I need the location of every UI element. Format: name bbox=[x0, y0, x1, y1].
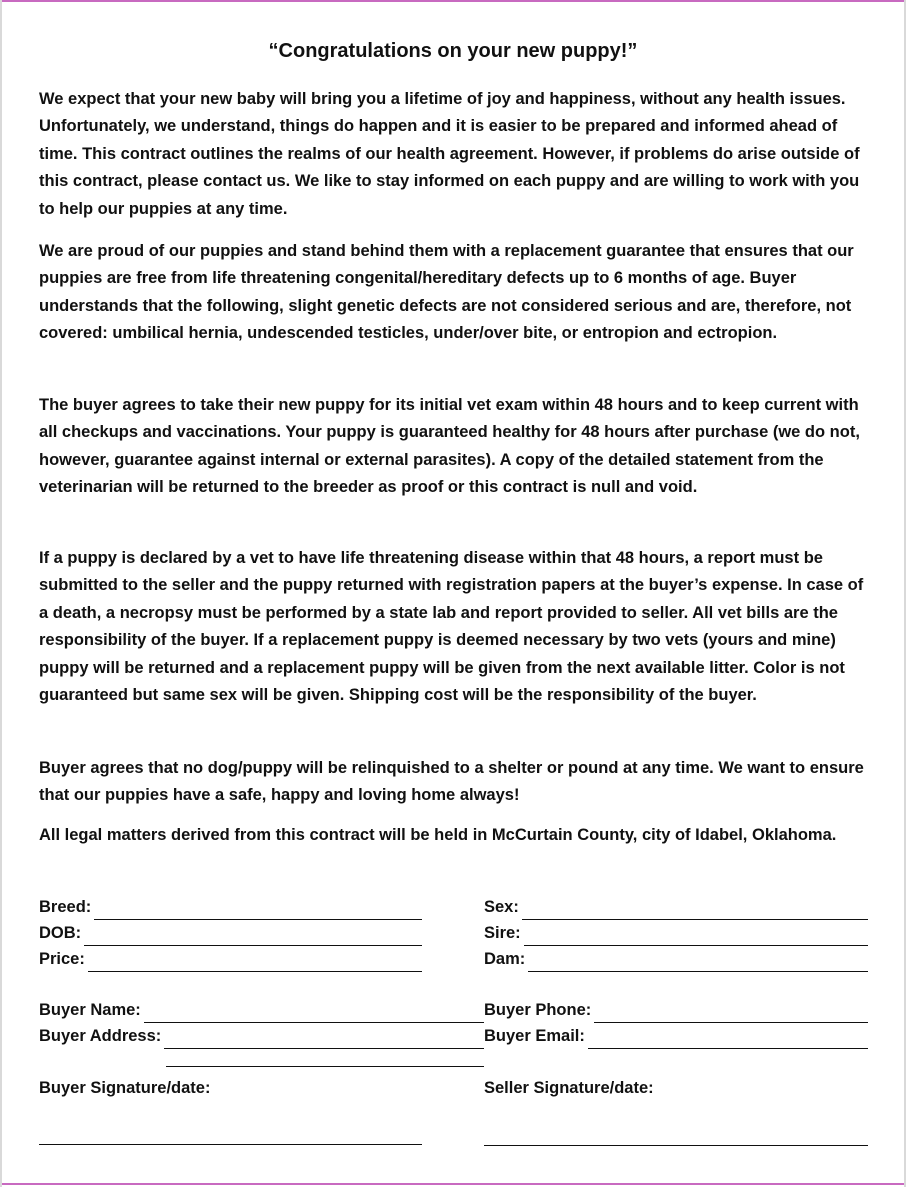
dam-line[interactable] bbox=[528, 953, 868, 972]
buyer-phone-field[interactable] bbox=[484, 997, 868, 1023]
seller-signature-line[interactable] bbox=[484, 1145, 868, 1146]
document-title: “Congratulations on your new puppy!” bbox=[268, 40, 638, 62]
buyer-address-line-2[interactable] bbox=[166, 1066, 484, 1067]
breed-label: Breed: bbox=[39, 898, 92, 916]
sire-label: Sire: bbox=[484, 924, 521, 942]
sex-field[interactable] bbox=[484, 894, 868, 920]
sire-field[interactable] bbox=[484, 920, 868, 946]
buyer-address-line[interactable] bbox=[164, 1030, 484, 1049]
breed-field[interactable] bbox=[39, 894, 422, 920]
seller-signature-label: Seller Signature/date: bbox=[484, 1079, 654, 1097]
dob-field[interactable] bbox=[39, 920, 422, 946]
buyer-name-line[interactable] bbox=[144, 1004, 484, 1023]
dob-line[interactable] bbox=[84, 927, 422, 946]
buyer-name-field[interactable] bbox=[39, 997, 484, 1023]
buyer-email-field[interactable] bbox=[484, 1023, 868, 1049]
dob-label: DOB: bbox=[39, 924, 82, 942]
breed-line[interactable] bbox=[94, 901, 422, 920]
guarantee-paragraph: We are proud of our puppies and stand behind them with a replacement guarantee that ensures that our puppies are free from life threatening congenital/hereditary defects up to 6 months of age. Buyer understands that the following, slight genetic defects are not considered serious and are, therefore, not covered: umbilical hernia, undescended testicles, under/over bite, or entropion and ectropion. bbox=[39, 242, 854, 343]
sire-line[interactable] bbox=[524, 927, 868, 946]
sex-label: Sex: bbox=[484, 898, 519, 916]
price-label: Price: bbox=[39, 950, 85, 968]
buyer-email-line[interactable] bbox=[588, 1030, 868, 1049]
page-border-top bbox=[0, 0, 906, 2]
sex-line[interactable] bbox=[522, 901, 868, 920]
legal-paragraph: All legal matters derived from this contract will be held in McCurtain County, city of Idabel, Oklahoma. bbox=[39, 826, 837, 844]
intro-paragraph: We expect that your new baby will bring you a lifetime of joy and happiness, without any health issues. Unfortunately, we understand, things do happen and it is easier to be prepared and informed ahead of time. This contract outlines the realms of our health agreement. However, if problems do arise outside of this contract, please contact us. We like to stay informed on each puppy and are willing to work with you to help our puppies at any time. bbox=[39, 90, 860, 218]
buyer-signature-line[interactable] bbox=[39, 1144, 422, 1145]
buyer-address-field[interactable] bbox=[39, 1023, 484, 1049]
buyer-name-label: Buyer Name: bbox=[39, 1001, 141, 1019]
page-border-left bbox=[0, 0, 2, 1187]
buyer-signature-label: Buyer Signature/date: bbox=[39, 1079, 211, 1097]
dam-field[interactable] bbox=[484, 946, 868, 972]
disease-paragraph: If a puppy is declared by a vet to have life threatening disease within that 48 hours, a report must be submitted to the seller and the puppy returned with registration papers at the buyer’s expense. In case of a death, a necropsy must be performed by a state lab and report provided to seller. All vet bills are the responsibility of the buyer. If a replacement puppy is deemed necessary by two vets (yours and mine) puppy will be returned and a replacement puppy will be given from the next available litter. Color is not guaranteed but same sex will be given. Shipping cost will be the responsibility of the buyer. bbox=[39, 549, 864, 705]
buyer-email-label: Buyer Email: bbox=[484, 1027, 585, 1045]
price-line[interactable] bbox=[88, 953, 422, 972]
page-border-bottom bbox=[0, 1183, 906, 1185]
relinquish-paragraph: Buyer agrees that no dog/puppy will be relinquished to a shelter or pound at any time. We want to ensure that our puppies have a safe, happy and loving home always! bbox=[39, 759, 864, 805]
price-field[interactable] bbox=[39, 946, 422, 972]
vet-exam-paragraph: The buyer agrees to take their new puppy for its initial vet exam within 48 hours and to keep current with all checkups and vaccinations. Your puppy is guaranteed healthy for 48 hours after purchase (we do not, however, guarantee against internal or external parasites). A copy of the detailed statement from the veterinarian will be returned to the breeder as proof or this contract is null and void. bbox=[39, 396, 860, 497]
dam-label: Dam: bbox=[484, 950, 526, 968]
buyer-address-label: Buyer Address: bbox=[39, 1027, 162, 1045]
buyer-phone-label: Buyer Phone: bbox=[484, 1001, 592, 1019]
buyer-phone-line[interactable] bbox=[594, 1004, 868, 1023]
